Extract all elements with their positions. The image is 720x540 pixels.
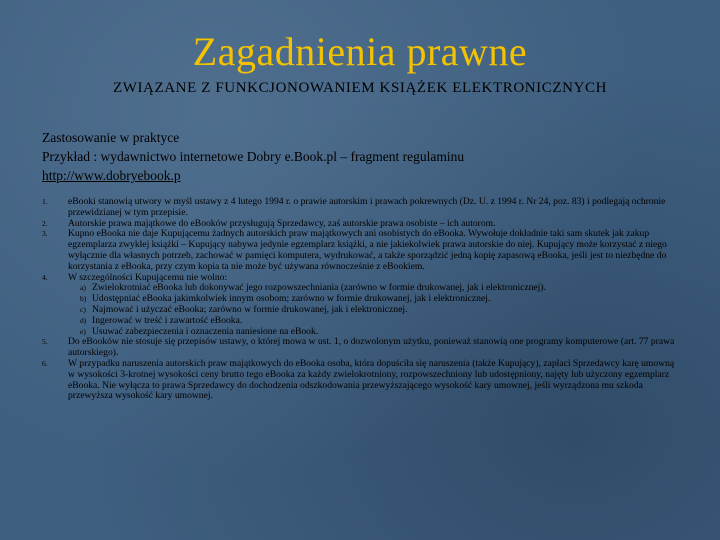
item-number: 1. [42, 197, 48, 206]
source-link[interactable]: http://www.dobryebook.p [42, 168, 181, 183]
list-item [42, 359, 678, 402]
item-number: 3. [42, 229, 48, 239]
list-item [42, 273, 678, 338]
item-text: Kupno eBooka nie daje Kupującemu żadnych autorskich praw majątkowych ani osobistych do eBooka. Wywołuje dokładnie taki sam skutek jak zakup egzemplarza zwykłej książki – Kupujący nabywa jedynie egzemplarz książki, a nie jakiekolwiek prawa autorskie do niej. Kupujący może korzystać z niego wyłącznie dla własnych potrzeb, zachować w pamięci komputera, wydrukować, a także sporządzić jedną kopię zapasową eBooka, jeśli jest to niezbędne do korzystania z eBooka, przy czym kopia ta nie może być używana równocześnie z eBookiem. [68, 228, 667, 272]
list-item [42, 337, 678, 359]
item-text: W przypadku naruszenia autorskich praw majątkowych do eBooka osoba, która dopuściła się naruszenia (także Kupujący), zapłaci Sprzedawcy karę umowną w wysokości 3-krotnej wysokości ceny brutto tego eBooka za każdy zwielokrotniony, rozpowszechniony lub udostępniony, najęty lub użyczony egzemplarz eBooka. Nie wyłącza to prawa Sprzedawcy do dochodzenia odszkodowania przewyższającego wysokość kary umownej, jeśli wyrządzona mu szkoda przewyższa wysokość kary umownej. [68, 357, 675, 402]
item-number: 4. [42, 272, 48, 282]
list-item [42, 197, 678, 219]
sub-letter: a) [80, 283, 86, 293]
intro-line-1: Zastosowanie w praktyce [42, 130, 180, 145]
item-number: 2. [42, 218, 48, 228]
intro-block [42, 128, 692, 185]
sub-letter: e) [80, 326, 86, 336]
sub-letter: b) [80, 294, 87, 304]
item-text: Autorskie prawa majątkowe do eBooków przysługują Sprzedawcy, zaś autorskie prawa osobiste – ich autorom. [68, 217, 496, 229]
prohibitions-sublist [68, 283, 678, 337]
item-number: 5. [42, 337, 48, 347]
sub-text: Zwielokrotniać eBooka lub dokonywać jego rozpowszechniania (zarówno w formie drukowanej, jak i elektronicznej). [92, 282, 546, 294]
regulations-list [42, 197, 678, 402]
item-text: Do eBooków nie stosuje się przepisów ustawy, o której mowa w ust. 1, o dozwolonym użytku, ponieważ stanowią one programy komputerowe (art. 77 prawa autorskiego). [68, 336, 675, 359]
slide-subtitle: ZWIĄZANE Z FUNKCJONOWANIEM KSIĄŻEK ELEKTRONICZNYCH [112, 80, 608, 96]
item-text: W szczególności Kupującemu nie wolno: [68, 271, 228, 283]
sub-text: Udostępniać eBooka jakimkolwiek innym osobom; zarówno w formie drukowanej, jak i elektronicznej. [92, 293, 491, 305]
sub-letter: c) [80, 304, 86, 314]
list-item [42, 229, 678, 272]
intro-line-2: Przykład : wydawnictwo internetowe Dobry e.Book.pl – fragment regulaminu [42, 149, 465, 164]
item-number: 6. [42, 358, 48, 368]
sub-text: Usuwać zabezpieczenia i oznaczenia naniesione na eBook. [92, 325, 319, 337]
sub-text: Najmować i użyczać eBooka; zarówno w formie drukowanej, jak i elektronicznej. [92, 303, 408, 315]
sub-text: Ingerować w treść i zawartość eBooka. [92, 314, 243, 326]
sub-letter: d) [80, 315, 87, 325]
item-text: eBooki stanowią utwory w myśl ustawy z 4 lutego 1994 r. o prawie autorskim i prawach pokrewnych (Dz. U. z 1994 r. Nr 24, poz. 83) i podlegają ochronie przewidzianej w tym przepisie. [68, 196, 666, 218]
slide-title: Zagadnienia prawne [192, 29, 528, 74]
